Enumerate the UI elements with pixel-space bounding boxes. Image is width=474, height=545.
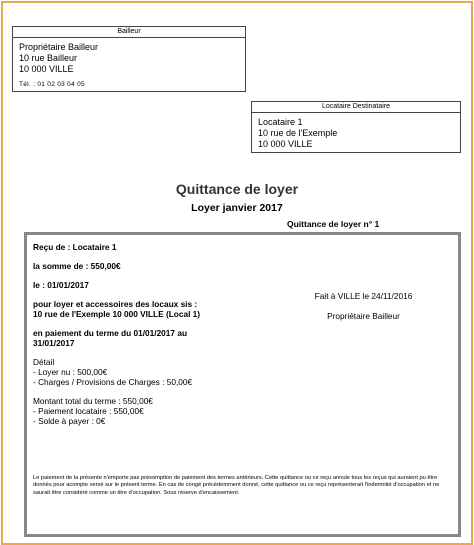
bailleur-name: Propriétaire Bailleur <box>19 42 99 52</box>
detail-title: Détail <box>33 357 55 367</box>
signature-label: Propriétaire Bailleur <box>327 311 400 321</box>
objet-line2: 10 rue de l'Exemple 10 000 VILLE (Local 1) <box>33 309 201 319</box>
receipt-details <box>33 242 273 426</box>
bailleur-phone: Tél. : 01 02 03 04 05 <box>19 81 85 88</box>
receipt-panel <box>24 232 461 537</box>
locataire-address1: 10 rue de l'Exemple <box>258 128 338 138</box>
bailleur-address1: 10 rue Bailleur <box>19 53 78 63</box>
signature-block <box>272 291 455 321</box>
document-title: Quittance de loyer <box>175 181 299 197</box>
fait-a: Fait à VILLE le 24/11/2016 <box>314 291 413 301</box>
date: le : 01/01/2017 <box>33 280 89 290</box>
somme: la somme de : 550,00€ <box>33 261 121 271</box>
detail-charges: - Charges / Provisions de Charges : 50,00€ <box>33 377 193 387</box>
detail-loyer: - Loyer nu : 500,00€ <box>33 367 108 377</box>
objet-line1: pour loyer et accessoires des locaux sis : <box>33 299 198 309</box>
locataire-name: Locataire 1 <box>258 117 303 127</box>
locataire-address2: 10 000 VILLE <box>258 139 313 149</box>
terme-line1: en paiement du terme du 01/01/2017 au <box>33 328 188 338</box>
terme-line2: 31/01/2017 <box>33 338 75 348</box>
quittance-number: Quittance de loyer n° 1 <box>287 219 380 229</box>
legal-notice: Le paiement de la présente n'emporte pas présomption de paiement des termes antérieurs. Cette quittance ou ce reçu annule tous les reçus qui auraient pu être donnés pour acompte versé sur le présent terme. En cas de congé précédemment donné, cette quittance ou ce reçu représenterait l'indemnité d'occupation et ne saurait être considéré comme un titre d'occupation. Sous réserve d'encaissement. <box>33 475 440 496</box>
locataire-box <box>251 101 461 153</box>
bailleur-header: Bailleur <box>13 27 245 38</box>
bailleur-box <box>12 26 246 92</box>
locataire-header: Locataire Destinataire <box>252 102 460 113</box>
recu-de: Reçu de : Locataire 1 <box>33 242 117 252</box>
montant-total: Montant total du terme : 550,00€ <box>33 396 153 406</box>
paiement-locataire: - Paiement locataire : 550,00€ <box>33 406 144 416</box>
bailleur-address2: 10 000 VILLE <box>19 64 74 74</box>
document-subtitle: Loyer janvier 2017 <box>191 202 283 214</box>
solde-a-payer: - Solde à payer : 0€ <box>33 416 106 426</box>
